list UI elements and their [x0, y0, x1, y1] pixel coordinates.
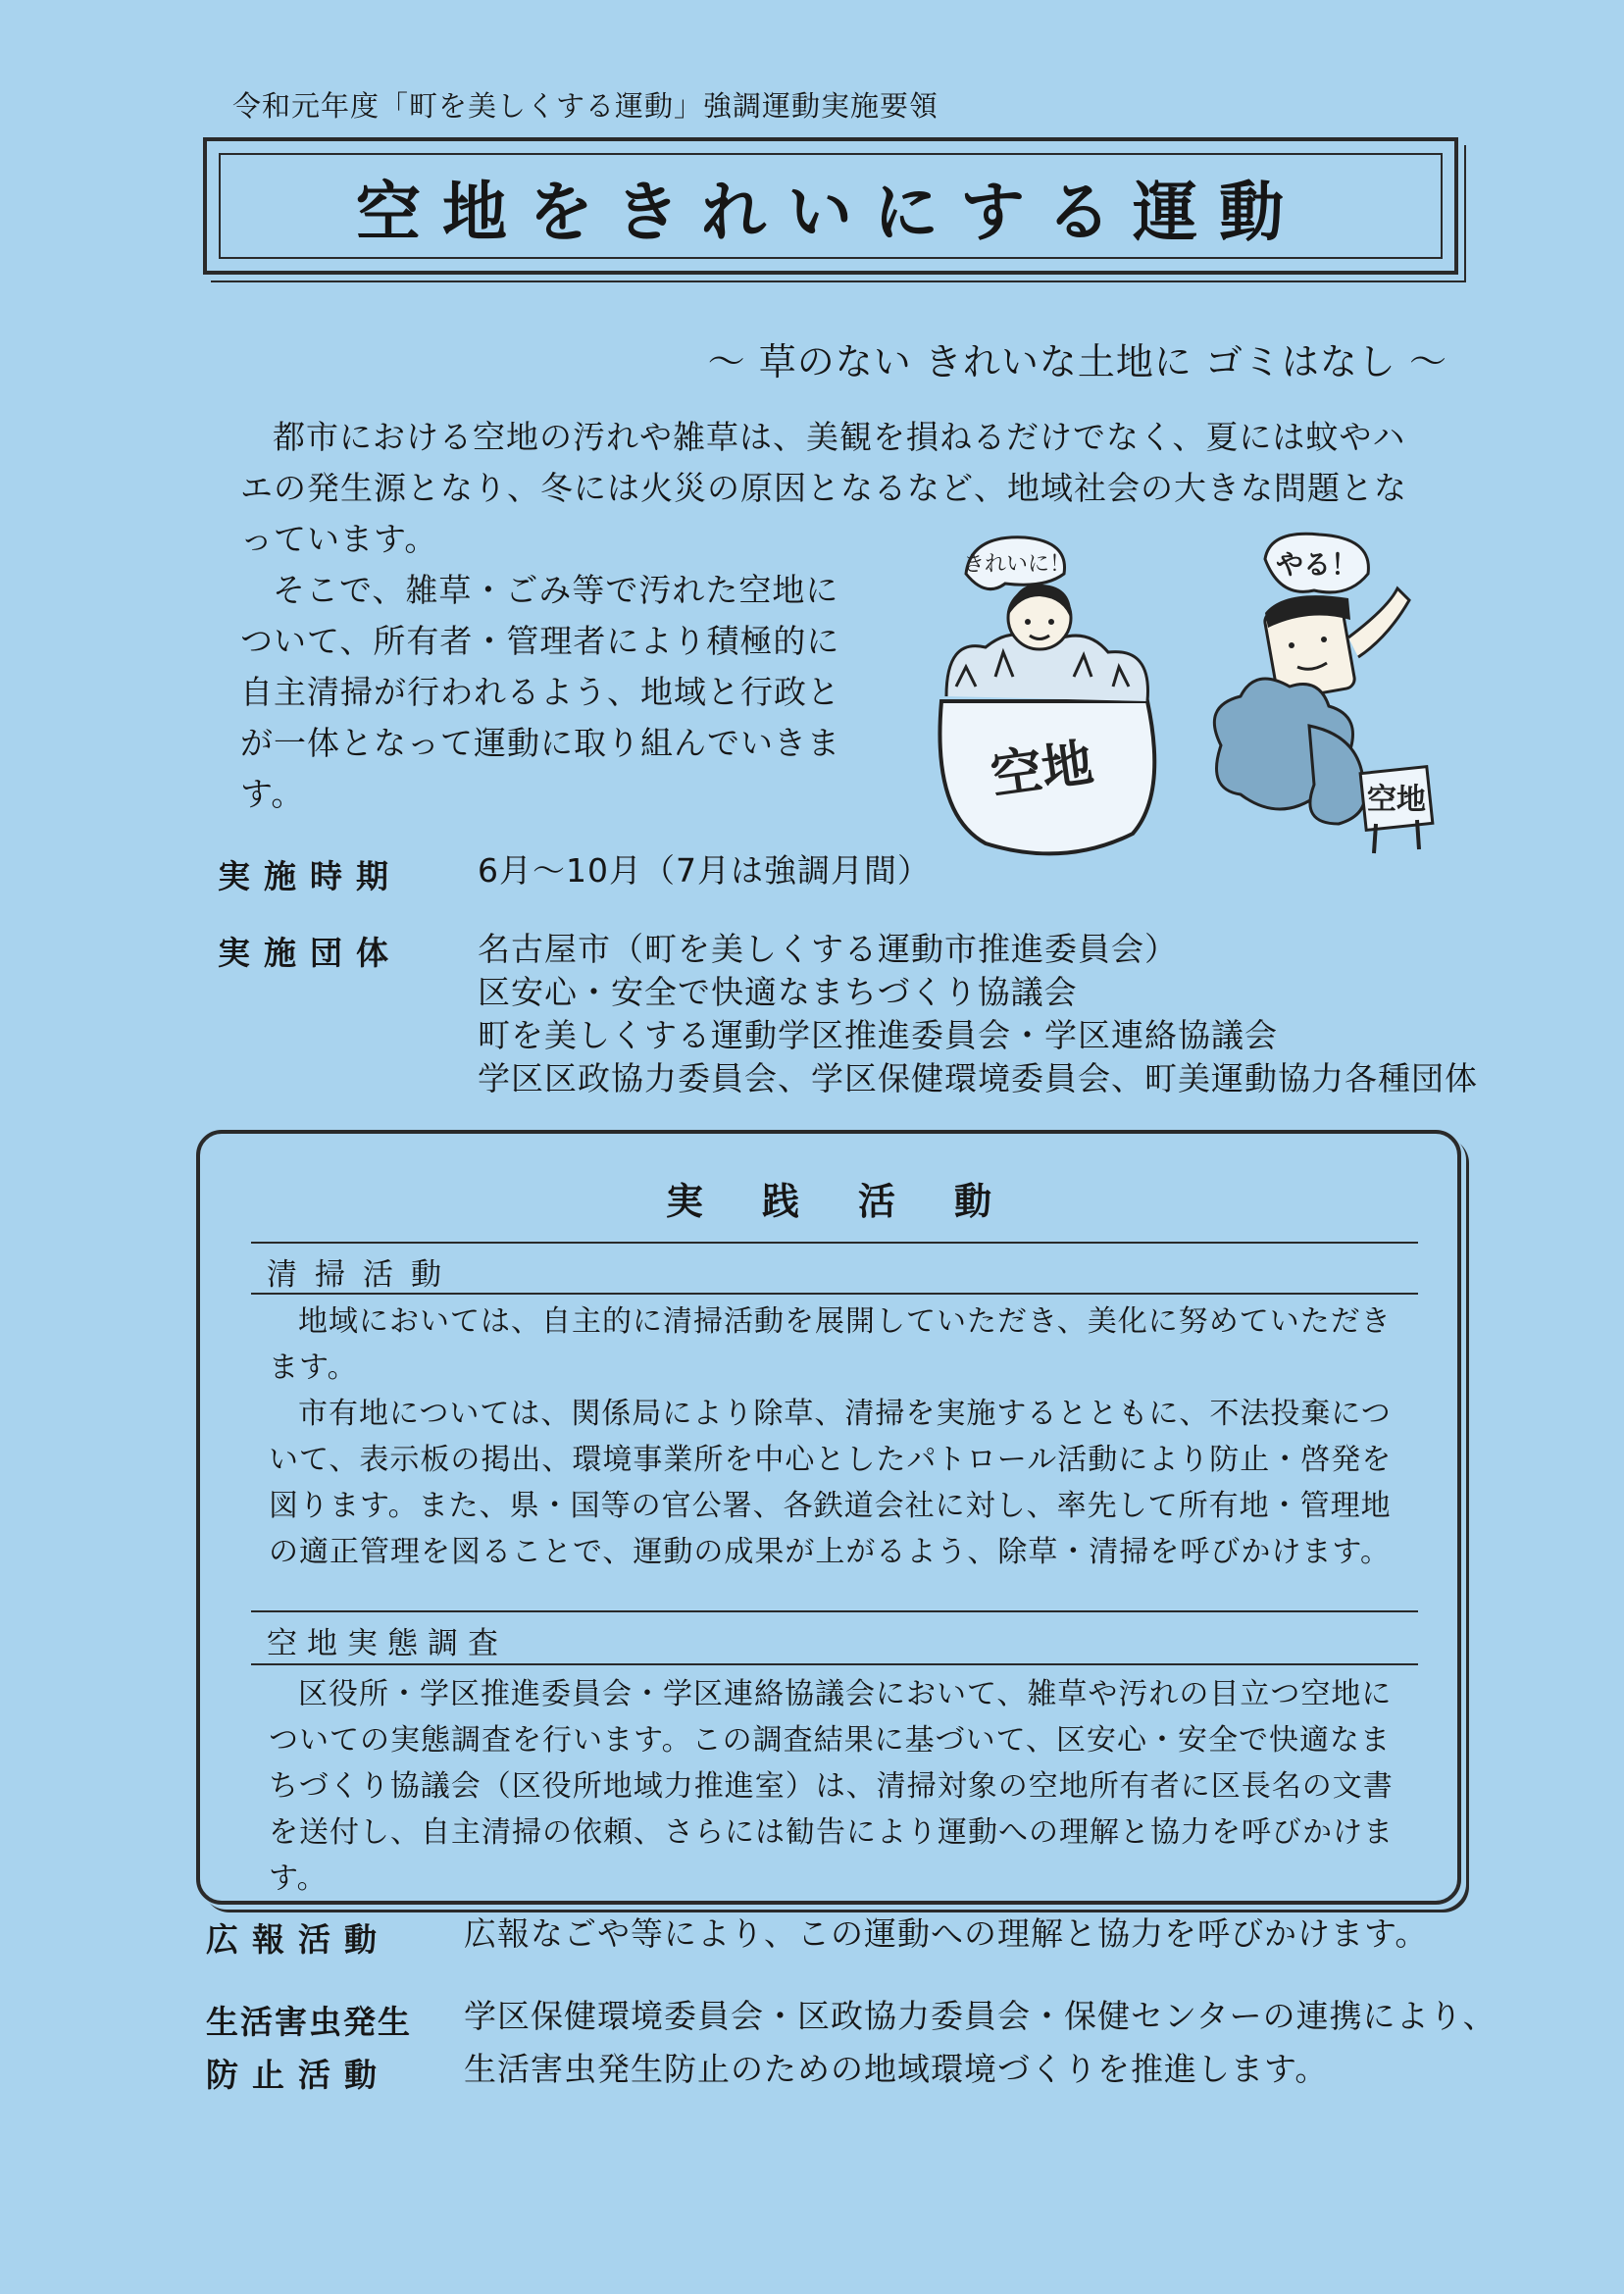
- intro-paragraph-2: そこで、雑草・ごみ等で汚れた空地について、所有者・管理者により積極的に自主清掃が行われるよう、地域と行政とが一体となって運動に取り組んでいきます。: [240, 571, 840, 813]
- cleaning-heading: 清掃活動: [267, 1257, 459, 1293]
- pest-line-2: 生活害虫発生防止のための地域環境づくりを推進します。: [464, 2050, 1329, 2088]
- cleaning-paragraph-2: 市有地については、関係局により除草、清掃を実施するとともに、不法投棄について、表示板の掲出、環境事業所を中心としたパトロール活動により防止・啓発を図ります。また、県・国等の官公署、各鉄道会社に対し、率先して所有地・管理地の適正管理を図ることで、運動の成果が上がるよう、除草・清掃を呼びかけます。: [269, 1397, 1393, 1569]
- divider: [251, 1610, 1418, 1612]
- activities-title: 実践活動: [665, 1180, 1050, 1223]
- page-title: 空地をきれいにする運動: [356, 174, 1305, 250]
- pest-label-1: 生活害虫発生: [206, 2003, 412, 2041]
- sign-label: 空地: [1367, 783, 1426, 817]
- bubble-left-text: きれいに！: [962, 551, 1072, 576]
- man-figure: [1214, 534, 1433, 853]
- document-header: 令和元年度「町を美しくする運動」強調運動実施要領: [232, 89, 939, 123]
- pest-line-1: 学区保健環境委員会・区政協力委員会・保健センターの連携により、: [464, 1997, 1497, 2035]
- campaign-illustration: [927, 530, 1446, 863]
- title-inner-frame: [219, 153, 1443, 259]
- activities-box: [196, 1130, 1461, 1905]
- bubble-right-text: やる！: [1275, 549, 1359, 580]
- intro-paragraph-1: 都市における空地の汚れや雑草は、美観を損ねるだけでなく、夏には蚊やハエの発生源となり、冬には火災の原因となるなど、地域社会の大きな問題となっています。: [240, 418, 1407, 558]
- survey-paragraph: 区役所・学区推進委員会・学区連絡協議会において、雑草や汚れの目立つ空地についての実態調査を行います。この調査結果に基づいて、区安心・安全で快適なまちづくり協議会（区役所地域力推進室）は、清掃対象の空地所有者に区長名の文書を送付し、自主清掃の依頼、さらには勧告により運動への理解と協力を呼びかけます。: [269, 1677, 1394, 1896]
- title-frame: [203, 137, 1458, 275]
- survey-heading: 空地実態調査: [267, 1626, 508, 1661]
- pr-value: 広報なごや等により、この運動への理解と協力を呼びかけます。: [464, 1914, 1429, 1953]
- divider: [251, 1663, 1418, 1665]
- divider: [251, 1293, 1418, 1295]
- bag-figure: [939, 537, 1154, 854]
- slogan: ～ 草のない きれいな土地に ゴミはなし ～: [707, 340, 1447, 383]
- cleaning-paragraph-1: 地域においては、自主的に清掃活動を展開していただき、美化に努めていただきます。: [269, 1304, 1392, 1385]
- bag-label: 空地: [987, 734, 1097, 807]
- organizations-list: [478, 928, 1478, 1100]
- divider: [251, 1242, 1418, 1244]
- pr-label: 広報活動: [206, 1920, 390, 1959]
- pest-label-2: 防止活動: [206, 2056, 390, 2094]
- period-label: 実施時期: [218, 857, 402, 895]
- organization-line: 名古屋市（町を美しくする運動市推進委員会）: [478, 930, 1178, 968]
- organization-line: 町を美しくする運動学区推進委員会・学区連絡協議会: [478, 1016, 1278, 1054]
- organization-line: 区安心・安全で快適なまちづくり協議会: [478, 973, 1078, 1011]
- organization-line: 学区区政協力委員会、学区保健環境委員会、町美運動協力各種団体: [478, 1059, 1478, 1097]
- organizations-label: 実施団体: [218, 934, 402, 972]
- period-value: 6月～10月（7月は強調月間）: [478, 851, 931, 890]
